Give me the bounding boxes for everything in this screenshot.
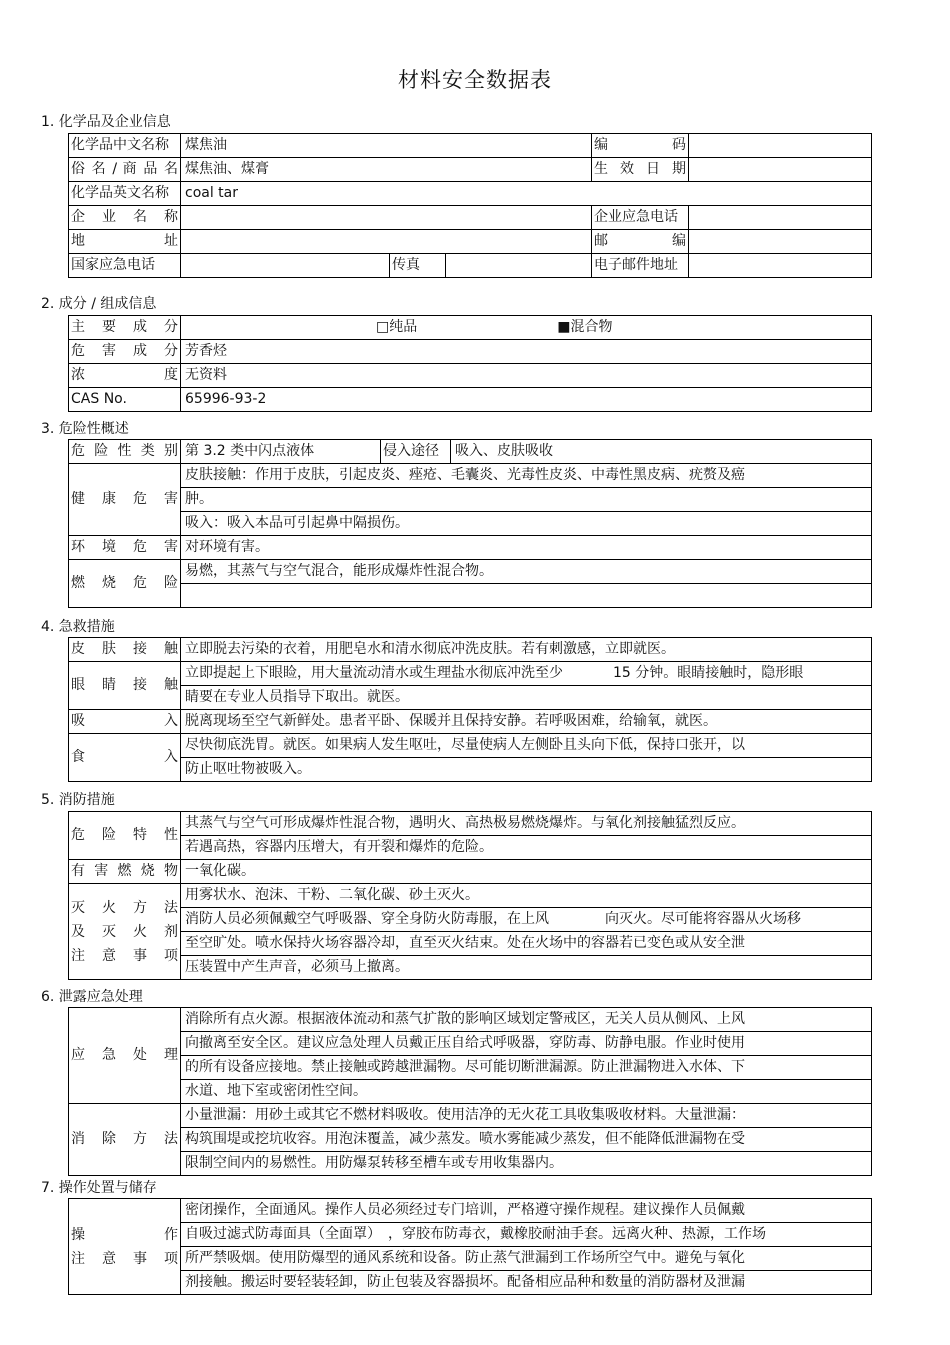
table-row <box>69 584 872 608</box>
value-chinese-name: 煤焦油 <box>181 134 592 158</box>
table-row <box>69 860 872 884</box>
label-address: 地 址 <box>69 230 181 254</box>
value-environment-hazard: 对环境有害。 <box>181 536 872 560</box>
operation-line: 所严禁吸烟。使用防爆型的通风系统和设备。防止蒸气泄漏到工作场所空气中。避免与氧化 <box>181 1247 872 1271</box>
extinguishing-line: 压装置中产生声音，必须马上撤离。 <box>181 956 872 980</box>
label-environment-hazard: 环 境 危 害 <box>69 536 181 560</box>
label-inhalation: 吸 入 <box>69 710 181 734</box>
table-row <box>69 134 872 158</box>
label-hazard-class: 危 险 性 类 别 <box>69 440 181 464</box>
extinguishing-line: 消防人员必须佩戴空气呼吸器、穿全身防火防毒服，在上风 向灭火。尽可能将容器从火场移 <box>181 908 872 932</box>
value-concentration: 无资料 <box>181 364 872 388</box>
mixture-checkbox: ■混合物 <box>557 319 613 335</box>
health-hazard-line: 吸入：吸入本品可引起鼻中隔损伤。 <box>181 512 872 536</box>
label-emergency-response: 应 急 处 理 <box>69 1008 181 1104</box>
value-trade-name: 煤焦油、煤膏 <box>181 158 592 182</box>
label-operation-2: 注 意 事 项 <box>71 1250 178 1267</box>
operation-line: 自吸过滤式防毒面具（全面罩） ，穿胶布防毒衣，戴橡胶耐油手套。远离火种、热源，工作场 <box>181 1223 872 1247</box>
value-fire-hazard: 易燃，其蒸气与空气混合，能形成爆炸性混合物。 <box>181 560 872 584</box>
table-row <box>69 388 872 412</box>
value-hazard-class: 第 3.2 类中闪点液体 <box>181 440 381 464</box>
table-row <box>69 1152 872 1176</box>
eye-contact-line: 睛要在专业人员指导下取出。就医。 <box>181 686 872 710</box>
table-row <box>69 1271 872 1295</box>
value-postcode <box>689 230 872 254</box>
table-row <box>69 182 872 206</box>
fire-fighting-table <box>68 811 872 980</box>
table-row <box>69 440 872 464</box>
emergency-line: 水道、地下室或密闭性空间。 <box>181 1080 872 1104</box>
document-title: 材料安全数据表 <box>398 68 552 92</box>
table-row <box>69 512 872 536</box>
label-postcode: 邮 编 <box>592 230 689 254</box>
company-info-table <box>68 133 872 278</box>
section-1-heading: 1. 化学品及企业信息 <box>41 114 171 130</box>
table-row <box>69 638 872 662</box>
table-row <box>69 1056 872 1080</box>
table-row <box>69 734 872 758</box>
table-row <box>69 158 872 182</box>
label-cas-no: CAS No. <box>69 388 181 412</box>
table-row <box>69 488 872 512</box>
operation-line: 剂接触。搬运时要轻装轻卸，防止包装及容器损坏。配备相应品种和数量的消防器材及泄漏 <box>181 1271 872 1295</box>
label-extinguishing-3: 注 意 事 项 <box>71 947 178 964</box>
ingestion-line: 尽快彻底洗胃。就医。如果病人发生呕吐，尽量使病人左侧卧且头向下低，保持口张开，以 <box>181 734 872 758</box>
empty-cell <box>181 584 872 608</box>
label-main-ingredient: 主 要 成 分 <box>69 316 181 340</box>
table-row <box>69 364 872 388</box>
label-company-name: 企 业 名 称 <box>69 206 181 230</box>
health-hazard-line: 皮肤接触：作用于皮肤，引起皮炎、痤疮、毛囊炎、光毒性皮炎、中毒性黑皮病、疣赘及癌 <box>181 464 872 488</box>
label-extinguishing-1: 灭 火 方 法 <box>71 899 178 916</box>
table-row <box>69 662 872 686</box>
first-aid-table <box>68 637 872 782</box>
hazard-overview-table <box>68 439 872 608</box>
label-fire-hazard: 燃 烧 危 险 <box>69 560 181 608</box>
label-email: 电子邮件地址 <box>592 254 689 278</box>
composition-table <box>68 315 872 412</box>
hazard-property-line: 其蒸气与空气可形成爆炸性混合物，遇明火、高热极易燃烧爆炸。与氧化剂接触猛烈反应。 <box>181 812 872 836</box>
value-english-name: coal tar <box>181 182 872 206</box>
label-extinguishing-2: 及 灭 火 剂 <box>71 923 178 940</box>
label-elimination-method: 消 除 方 法 <box>69 1104 181 1176</box>
value-exposure-route: 吸入、皮肤吸收 <box>451 440 872 464</box>
label-exposure-route: 侵入途径 <box>381 440 451 464</box>
value-company-emergency-phone <box>689 206 872 230</box>
table-row <box>69 758 872 782</box>
table-row <box>69 686 872 710</box>
table-row <box>69 812 872 836</box>
emergency-line: 的所有设备应接地。禁止接触或跨越泄漏物。尽可能切断泄漏源。防止泄漏物进入水体、下 <box>181 1056 872 1080</box>
section-6-heading: 6. 泄露应急处理 <box>41 989 143 1005</box>
health-hazard-line: 肿。 <box>181 488 872 512</box>
label-code: 编 码 <box>592 134 689 158</box>
elimination-line: 构筑围堤或挖坑收容。用泡沫覆盖，减少蒸发。喷水雾能减少蒸发，但不能降低泄漏物在受 <box>181 1128 872 1152</box>
label-trade-name: 俗 名 / 商 品 名 <box>69 158 181 182</box>
section-7-heading: 7. 操作处置与储存 <box>41 1180 157 1196</box>
handling-storage-table <box>68 1198 872 1295</box>
table-row <box>69 1008 872 1032</box>
table-row <box>69 230 872 254</box>
ingestion-line: 防止呕吐物被吸入。 <box>181 758 872 782</box>
pure-checkbox: □纯品 <box>376 319 418 335</box>
table-row <box>69 464 872 488</box>
value-combustion-products: 一氧化碳。 <box>181 860 872 884</box>
elimination-line: 小量泄漏：用砂土或其它不燃材料吸收。使用洁净的无火花工具收集吸收材料。大量泄漏： <box>181 1104 872 1128</box>
section-2-heading: 2. 成分 / 组成信息 <box>41 296 157 312</box>
section-3-heading: 3. 危险性概述 <box>41 421 129 437</box>
table-row <box>69 316 872 340</box>
value-hazardous-ingredient: 芳香烃 <box>181 340 872 364</box>
label-effective-date: 生 效 日 期 <box>592 158 689 182</box>
label-english-name: 化学品英文名称 <box>69 182 181 206</box>
label-hazardous-ingredient: 危 害 成 分 <box>69 340 181 364</box>
label-operation-1: 操 作 <box>71 1226 178 1243</box>
table-row <box>69 254 872 278</box>
extinguishing-line: 用雾状水、泡沫、干粉、二氧化碳、砂土灭火。 <box>181 884 872 908</box>
spill-response-table <box>68 1007 872 1176</box>
table-row <box>69 1199 872 1223</box>
label-company-emergency-phone: 企业应急电话 <box>592 206 689 230</box>
table-row <box>69 1032 872 1056</box>
table-row <box>69 1104 872 1128</box>
label-chinese-name: 化学品中文名称 <box>69 134 181 158</box>
value-cas-no: 65996-93-2 <box>181 388 872 412</box>
value-company-name <box>181 206 592 230</box>
table-row <box>69 536 872 560</box>
elimination-line: 限制空间内的易燃性。用防爆泵转移至槽车或专用收集器内。 <box>181 1152 872 1176</box>
table-row <box>69 206 872 230</box>
emergency-line: 向撤离至安全区。建议应急处理人员戴正压自给式呼吸器，穿防毒、防静电服。作业时使用 <box>181 1032 872 1056</box>
label-hazard-properties: 危 险 特 性 <box>69 812 181 860</box>
hazard-property-line: 若遇高热，容器内压增大，有开裂和爆炸的危险。 <box>181 836 872 860</box>
table-row <box>69 836 872 860</box>
table-row <box>69 560 872 584</box>
table-row <box>69 884 872 908</box>
table-row <box>69 908 872 932</box>
table-row <box>69 710 872 734</box>
value-code <box>689 134 872 158</box>
value-inhalation: 脱离现场至空气新鲜处。患者平卧、保暖并且保持安静。若呼吸困难，给输氧，就医。 <box>181 710 872 734</box>
table-row <box>69 956 872 980</box>
label-skin-contact: 皮 肤 接 触 <box>69 638 181 662</box>
table-row <box>69 1247 872 1271</box>
table-row <box>69 1080 872 1104</box>
operation-line: 密闭操作，全面通风。操作人员必须经过专门培训，严格遵守操作规程。建议操作人员佩戴 <box>181 1199 872 1223</box>
label-fax: 传真 <box>390 254 446 278</box>
table-row <box>69 1128 872 1152</box>
section-5-heading: 5. 消防措施 <box>41 792 115 808</box>
section-4-heading: 4. 急救措施 <box>41 619 115 635</box>
label-eye-contact: 眼 睛 接 触 <box>69 662 181 710</box>
emergency-line: 消除所有点火源。根据液体流动和蒸气扩散的影响区域划定警戒区，无关人员从侧风、上风 <box>181 1008 872 1032</box>
value-email <box>689 254 872 278</box>
label-national-emergency-phone: 国家应急电话 <box>69 254 181 278</box>
value-address <box>181 230 592 254</box>
label-concentration: 浓 度 <box>69 364 181 388</box>
label-ingestion: 食 入 <box>69 734 181 782</box>
value-fax <box>446 254 592 278</box>
value-national-emergency-phone <box>181 254 390 278</box>
extinguishing-line: 至空旷处。喷水保持火场容器冷却，直至灭火结束。处在火场中的容器若已变色或从安全泄 <box>181 932 872 956</box>
label-combustion-products: 有 害 燃 烧 物 <box>69 860 181 884</box>
table-row <box>69 932 872 956</box>
eye-contact-line: 立即提起上下眼睑，用大量流动清水或生理盐水彻底冲洗至少 15 分钟。眼睛接触时，隐形眼 <box>181 662 872 686</box>
value-skin-contact: 立即脱去污染的衣着，用肥皂水和清水彻底冲洗皮肤。若有刺激感，立即就医。 <box>181 638 872 662</box>
label-health-hazard: 健 康 危 害 <box>69 464 181 536</box>
table-row <box>69 340 872 364</box>
value-effective-date <box>689 158 872 182</box>
table-row <box>69 1223 872 1247</box>
